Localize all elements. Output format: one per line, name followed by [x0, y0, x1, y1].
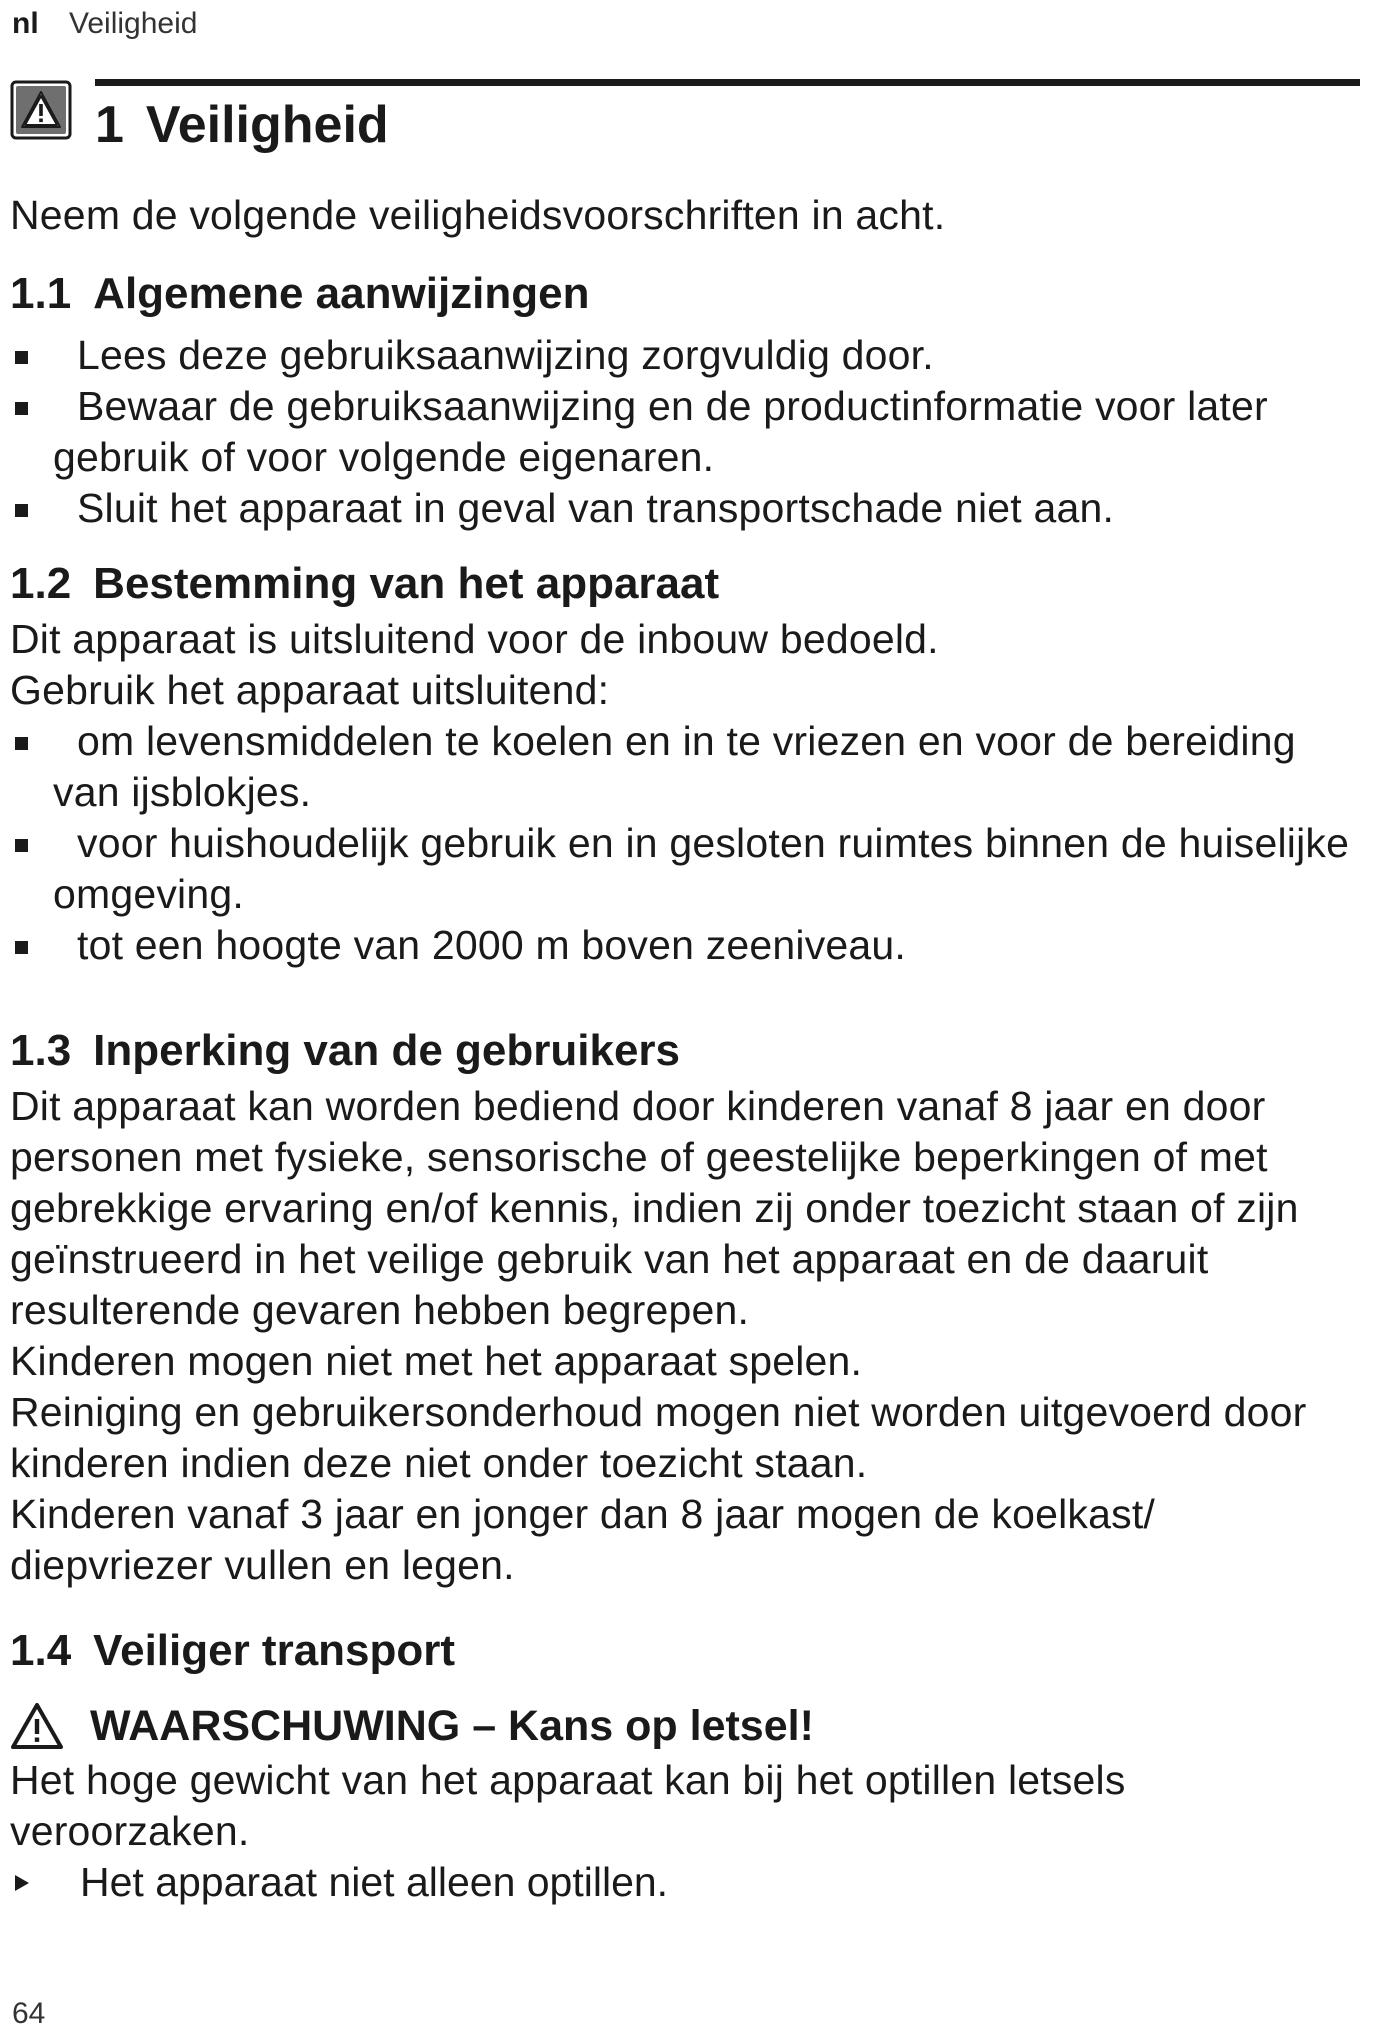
section-number: 1.2 [10, 559, 72, 608]
paragraph: Kinderen vanaf 3 jaar en jonger dan 8 jaar mogen de koelkast/ diepvriezer vullen en legen. [10, 1491, 1156, 1588]
section-title: Algemene aanwijzingen [93, 269, 590, 318]
running-header [12, 4, 197, 44]
paragraph: Dit apparaat kan worden bediend door kinderen vanaf 8 jaar en door personen met fysieke, sensorische of geestelijke beperkingen of met gebrekkige ervaring en/of kennis, indien zij onder toezicht staan of zijn geïnstrueerd in het veilige gebruik van het apparaat en de daaruit resulterende gevaren hebben begrepen. [10, 1083, 1299, 1333]
general-instructions-list [10, 330, 1365, 534]
list-item: Sluit het apparaat in geval van transportschade niet aan. [10, 483, 1365, 534]
list-item: voor huishoudelijk gebruik en in gesloten ruimtes binnen de huiselijke omgeving. [10, 818, 1365, 920]
list-item: Lees deze gebruiksaanwijzing zorgvuldig door. [10, 330, 1365, 381]
section-title: Bestemming van het apparaat [93, 559, 720, 608]
warning-box-icon [10, 80, 72, 140]
chapter-title [95, 92, 389, 158]
action-step-text: Het apparaat niet alleen optillen. [80, 1859, 669, 1905]
section-heading-1-3 [10, 1021, 1365, 1081]
section-number: 1.1 [10, 269, 72, 318]
paragraph: Kinderen mogen niet met het apparaat spelen. [10, 1338, 863, 1384]
intro-paragraph: Neem de volgende veiligheidsvoorschriften in acht. [10, 192, 946, 238]
chapter-number: 1 [95, 96, 124, 154]
section-heading-1-1 [10, 264, 1365, 324]
section-heading-1-2 [10, 554, 1365, 614]
section-heading-1-4 [10, 1621, 1365, 1681]
page-content [10, 190, 1365, 1908]
section-number: 1.4 [10, 1626, 72, 1675]
language-code: nl [12, 7, 39, 40]
section-title: Inperking van de gebruikers [93, 1026, 681, 1075]
paragraph: Dit apparaat is uitsluitend voor de inbouw bedoeld. [10, 616, 939, 662]
action-step [10, 1857, 1365, 1908]
list-item: tot een hoogte van 2000 m boven zeeniveau. [10, 920, 1365, 971]
paragraph: Reiniging en gebruikersonderhoud mogen niet worden uitgevoerd door kinderen indien deze niet onder toezicht staan. [10, 1389, 1307, 1486]
section-title: Veiliger transport [93, 1626, 456, 1675]
action-arrow-icon [14, 1874, 30, 1892]
intended-use-list [10, 716, 1365, 971]
warning-text: Het hoge gewicht van het apparaat kan bij het optillen letsels veroorzaken. [10, 1757, 1126, 1854]
chapter-title-text: Veiligheid [145, 96, 389, 154]
list-item: Bewaar de gebruiksaanwijzing en de productinformatie voor later gebruik of voor volgende eigenaren. [10, 381, 1365, 483]
warning-triangle-icon [10, 1702, 64, 1750]
paragraph: Gebruik het apparaat uitsluitend: [10, 667, 610, 713]
warning-heading [10, 1697, 1365, 1755]
warning-heading-text: WAARSCHUWING – Kans op letsel! [90, 1702, 814, 1750]
list-item: om levensmiddelen te koelen en in te vriezen en voor de bereiding van ijsblokjes. [10, 716, 1365, 818]
section-number: 1.3 [10, 1026, 72, 1075]
running-section-title: Veiligheid [69, 7, 198, 40]
page-number: 64 [12, 1997, 46, 2030]
chapter-title-rule [95, 79, 1360, 86]
